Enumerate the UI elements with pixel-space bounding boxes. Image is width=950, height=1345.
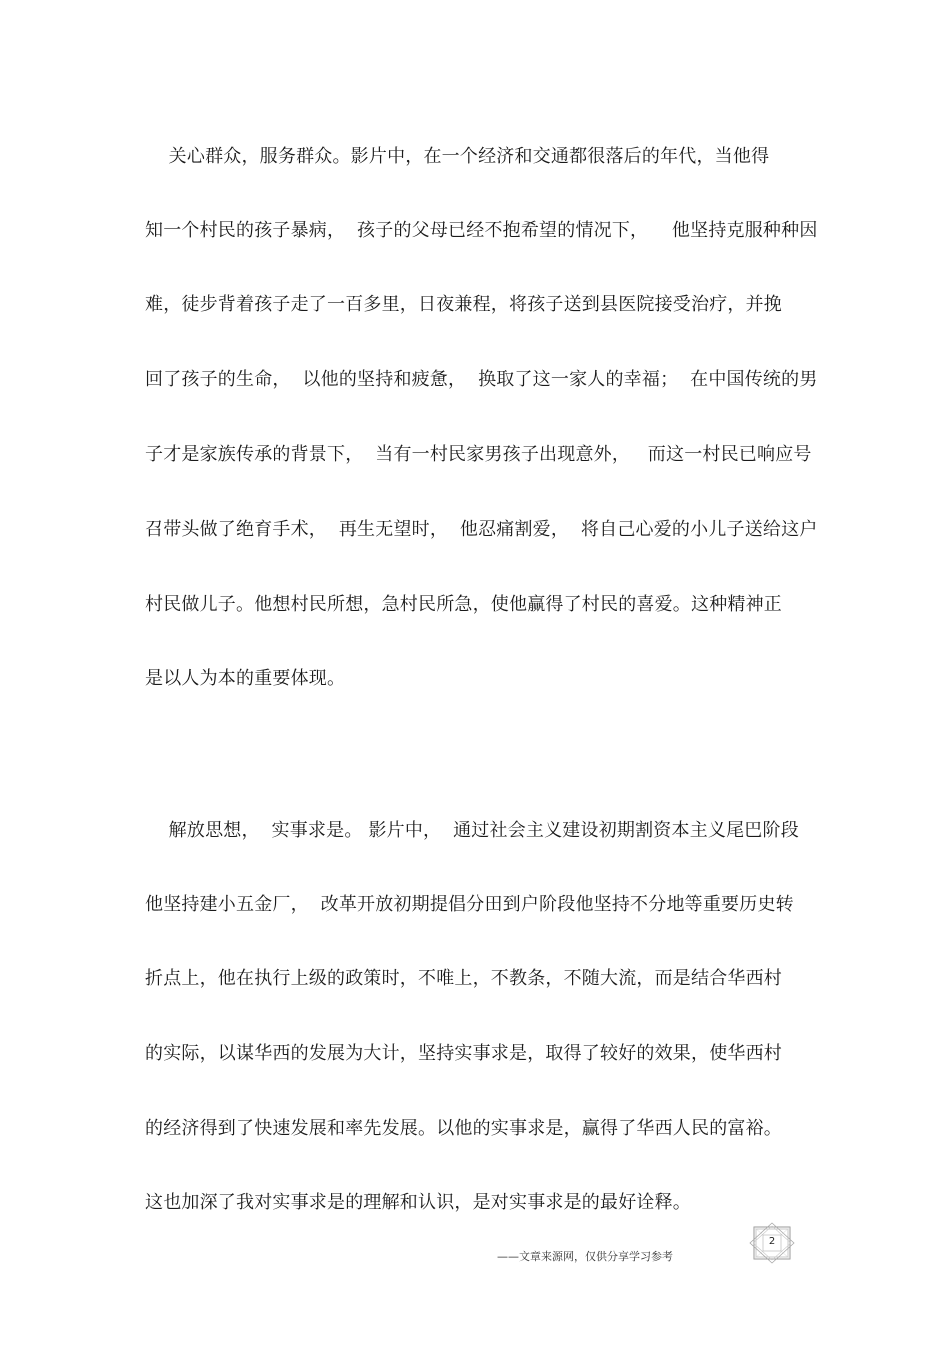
paragraph-line: 他坚持建小五金厂， 改革开放初期提倡分田到户阶段他坚持不分地等重要历史转 [145, 894, 794, 915]
paragraph-line: 难，徒步背着孩子走了一百多里，日夜兼程，将孩子送到县医院接受治疗，并挽 [145, 294, 782, 315]
page-number-badge [748, 1222, 796, 1264]
paragraph-line: 的经济得到了快速发展和率先发展。以他的实事求是，赢得了华西人民的富裕。 [145, 1118, 782, 1139]
page-number: 2 [768, 1236, 776, 1247]
footer-source-note: ——文章来源网，仅供分享学习参考 [497, 1250, 673, 1263]
paragraph-line: 子才是家族传承的背景下， 当有一村民家男孩子出现意外， 而这一村民已响应号 [145, 444, 812, 465]
paragraph-line: 知一个村民的孩子暴病， 孩子的父母已经不抱希望的情况下， 他坚持克服种种因 [145, 220, 818, 241]
paragraph-line: 这也加深了我对实事求是的理解和认识，是对实事求是的最好诠释。 [145, 1192, 691, 1213]
paragraph-line: 回了孩子的生命， 以他的坚持和疲惫， 换取了这一家人的幸福； 在中国传统的男 [145, 369, 818, 390]
paragraph-line: 解放思想， 实事求是。 影片中， 通过社会主义建设初期割资本主义尾巴阶段 [145, 820, 799, 841]
paragraph-line: 的实际，以谋华西的发展为大计，坚持实事求是，取得了较好的效果，使华西村 [145, 1043, 782, 1064]
paragraph-line: 折点上，他在执行上级的政策时，不唯上，不教条，不随大流，而是结合华西村 [145, 968, 782, 989]
paragraph-line: 村民做儿子。他想村民所想，急村民所急，使他赢得了村民的喜爱。这种精神正 [145, 594, 782, 615]
paragraph-line: 是以人为本的重要体现。 [145, 668, 346, 689]
paragraph-line: 召带头做了绝育手术， 再生无望时， 他忍痛割爱， 将自己心爱的小儿子送给这户 [145, 519, 818, 540]
paragraph-line: 关心群众，服务群众。影片中，在一个经济和交通都很落后的年代，当他得 [145, 146, 770, 167]
